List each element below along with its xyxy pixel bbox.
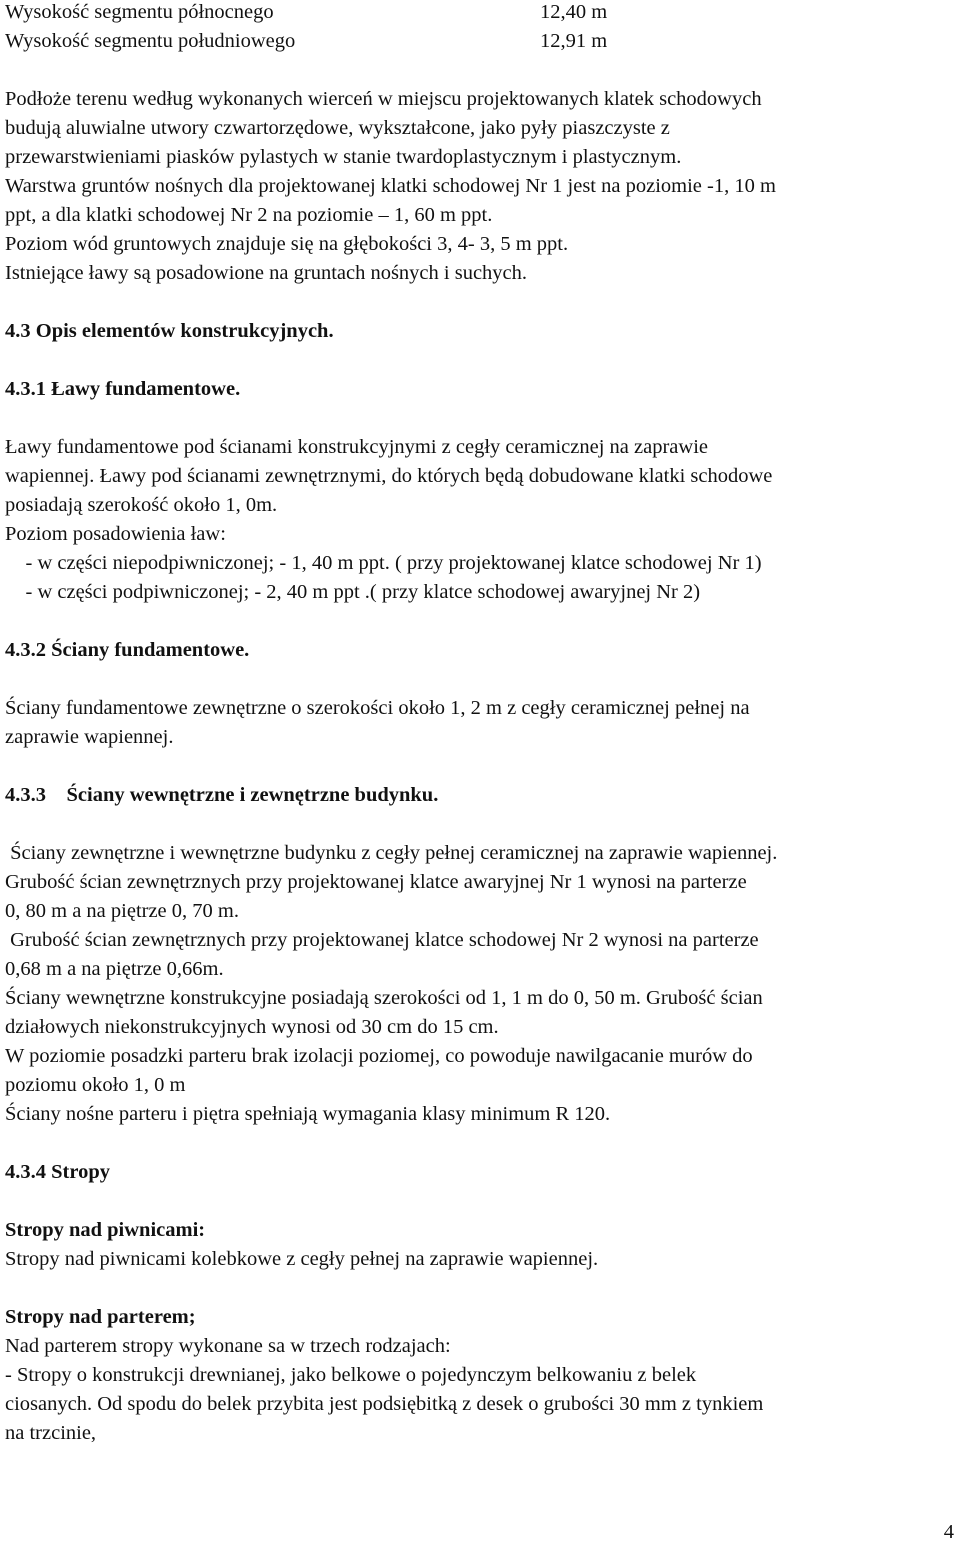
p4-line: poziomu około 1, 0 m: [5, 1074, 186, 1096]
p5-line: Stropy nad piwnicami kolebkowe z cegły pełnej na zaprawie wapiennej.: [5, 1248, 599, 1270]
p2-line: - w części niepodpiwniczonej; - 1, 40 m ppt. ( przy projektowanej klatce schodowej Nr 1): [5, 552, 762, 574]
p6-line: Nad parterem stropy wykonane sa w trzech rodzajach:: [5, 1335, 451, 1357]
segment-value-north: 12,40 m: [540, 1, 608, 23]
p6-line: - Stropy o konstrukcji drewnianej, jako belkowe o pojedynczym belkowaniu z belek: [5, 1364, 697, 1386]
p1-line: ppt, a dla klatki schodowej Nr 2 na poziomie – 1, 60 m ppt.: [5, 204, 493, 226]
heading-4-3-2: 4.3.2 Ściany fundamentowe.: [5, 639, 250, 661]
heading-stropy-piwnice: Stropy nad piwnicami:: [5, 1219, 206, 1241]
p1-line: przewarstwieniami piasków pylastych w stanie twardoplastycznym i plastycznym.: [5, 146, 682, 168]
p2-line: wapiennej. Ławy pod ścianami zewnętrznymi, do których będą dobudowane klatki schodowe: [5, 465, 773, 487]
heading-4-3-4: 4.3.4 Stropy: [5, 1161, 110, 1183]
p2-line: posiadają szerokość około 1, 0m.: [5, 494, 278, 516]
p6-line: ciosanych. Od spodu do belek przybita jest podsiębitką z desek o grubości 30 mm z tynkiem: [5, 1393, 764, 1415]
p4-line: Ściany wewnętrzne konstrukcyjne posiadają szerokości od 1, 1 m do 0, 50 m. Grubość ścian: [5, 987, 763, 1009]
p3-line: Ściany fundamentowe zewnętrzne o szerokości około 1, 2 m z cegły ceramicznej pełnej na: [5, 697, 750, 719]
p4-line: W poziomie posadzki parteru brak izolacji poziomej, co powoduje nawilgacanie murów do: [5, 1045, 753, 1067]
p4-line: Grubość ścian zewnętrznych przy projektowanej klatce awaryjnej Nr 1 wynosi na parterze: [5, 871, 747, 893]
p1-line: Warstwa gruntów nośnych dla projektowanej klatki schodowej Nr 1 jest na poziomie -1, 10 m: [5, 175, 776, 197]
p1-line: Podłoże terenu według wykonanych wierceń w miejscu projektowanych klatek schodowych: [5, 88, 762, 110]
p4-line: Ściany zewnętrzne i wewnętrzne budynku z cegły pełnej ceramicznej na zaprawie wapiennej.: [5, 842, 778, 864]
p2-line: Poziom posadowienia ław:: [5, 523, 226, 545]
p1-line: budują aluwialne utwory czwartorzędowe, wykształcone, jako pyły piaszczyste z: [5, 117, 670, 139]
p2-line: Ławy fundamentowe pod ścianami konstrukcyjnymi z cegły ceramicznej na zaprawie: [5, 436, 708, 458]
page-number: 4: [943, 1521, 954, 1543]
p6-line: na trzcinie,: [5, 1422, 97, 1444]
p4-line: działowych niekonstrukcyjnych wynosi od 30 cm do 15 cm.: [5, 1016, 499, 1038]
segment-label-north: Wysokość segmentu północnego: [5, 1, 274, 23]
segment-value-south: 12,91 m: [540, 30, 608, 52]
p4-line: Grubość ścian zewnętrznych przy projektowanej klatce schodowej Nr 2 wynosi na parterze: [5, 929, 759, 951]
p4-line: Ściany nośne parteru i piętra spełniają wymagania klasy minimum R 120.: [5, 1103, 611, 1125]
heading-4-3-1: 4.3.1 Ławy fundamentowe.: [5, 378, 241, 400]
heading-stropy-parter: Stropy nad parterem;: [5, 1306, 196, 1328]
p2-line: - w części podpiwniczonej; - 2, 40 m ppt .( przy klatce schodowej awaryjnej Nr 2): [5, 581, 701, 603]
p3-line: zaprawie wapiennej.: [5, 726, 174, 748]
p4-line: 0,68 m a na piętrze 0,66m.: [5, 958, 224, 980]
heading-4-3-3: 4.3.3 Ściany wewnętrzne i zewnętrzne budynku.: [5, 784, 439, 806]
segment-label-south: Wysokość segmentu południowego: [5, 30, 296, 52]
p1-line: Poziom wód gruntowych znajduje się na głębokości 3, 4- 3, 5 m ppt.: [5, 233, 569, 255]
p1-line: Istniejące ławy są posadowione na gruntach nośnych i suchych.: [5, 262, 528, 284]
heading-4-3: 4.3 Opis elementów konstrukcyjnych.: [5, 320, 334, 342]
p4-line: 0, 80 m a na piętrze 0, 70 m.: [5, 900, 239, 922]
